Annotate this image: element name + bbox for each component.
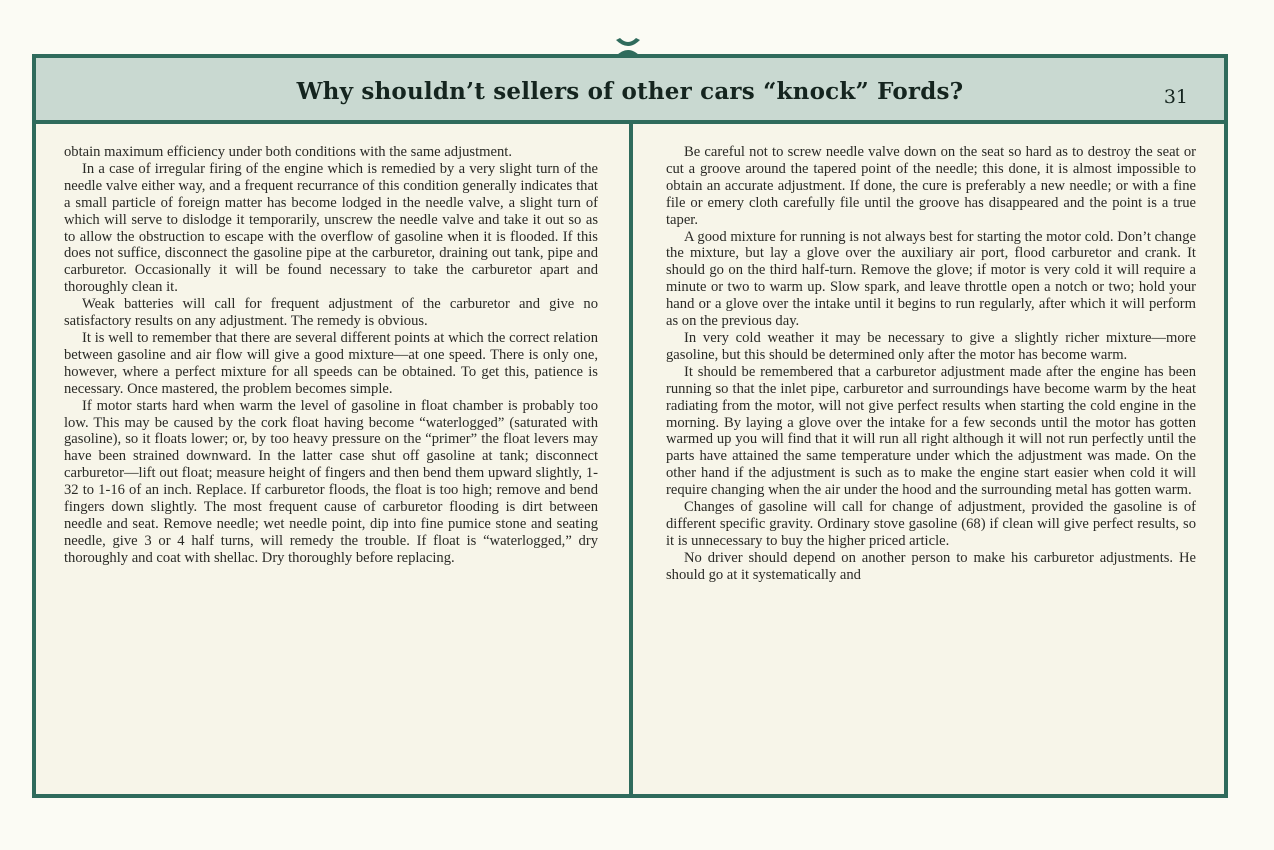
page-number: 31 [1163, 86, 1188, 108]
page-title: Why shouldn’t sellers of other cars “knock” Fords? [296, 78, 964, 105]
paragraph: Changes of gasoline will call for change of adjustment, provided the gasoline is of different specific gravity. Ordinary stove gasoline (68) if clean will give perfect results, so it is unnecessary to buy the higher priced article. [666, 499, 1196, 549]
right-column [666, 144, 1196, 584]
paragraph: In a case of irregular firing of the engine which is remedied by a very slight turn of the needle valve either way, and a frequent recurrance of this condition generally indicates that a small particle of foreign matter has become lodged in the needle valve, a slight turn of which will serve to dislodge it temporarily, unscrew the needle valve and take it out so as to allow the obstruction to escape with the overflow of gasoline when it is flooded. If this does not suffice, disconnect the gasoline pipe at the carburetor, draining out tank, pipe and carburetor. Occasionally it will be found necessary to take the carburetor apart and thoroughly clean it. [64, 160, 598, 296]
paragraph: A good mixture for running is not always best for starting the motor cold. Don’t change the mixture, but lay a glove over the auxiliary air port, flood carburetor and crank. It should go on the third half-turn. Remove the glove; if motor is very cold it will require a minute or two to warm up. Slow spark, and leave throttle open a notch or two; hold your hand or a glove over the intake until it begins to run regularly, after which it will perform as on the previous day. [666, 228, 1196, 330]
paragraph: obtain maximum efficiency under both conditions with the same adjustment. [64, 144, 512, 160]
column-divider [629, 124, 633, 794]
page-header [36, 58, 1224, 124]
paragraph: It is well to remember that there are several different points at which the correct relation between gasoline and air flow will give a good mixture—at one speed. There is only one, however, where a perfect mixture for all speeds can be obtained. To get this, patience is necessary. Once mastered, the problem becomes simple. [64, 329, 598, 397]
paragraph: No driver should depend on another person to make his carburetor adjustments. He should go at it systematically and [666, 549, 1196, 583]
paragraph: Weak batteries will call for frequent adjustment of the carburetor and give no satisfactory results on any adjustment. The remedy is obvious. [64, 296, 598, 330]
paragraph: It should be remembered that a carburetor adjustment made after the engine has been running so that the inlet pipe, carburetor and surroundings have become warm by the heat radiating from the motor, will not give perfect results when starting the cold engine in the morning. By laying a glove over the intake for a few seconds until the motor has gotten warmed up you will find that it will run all right although it will not run perfectly until the parts have attained the same temperature under which the adjustment was made. On the other hand if the adjustment is such as to make the engine start easier when cold it will require changing when the air under the hood and the surrounding metal has gotten warm. [666, 363, 1196, 499]
left-column [64, 144, 598, 567]
paragraph: In very cold weather it may be necessary to give a slightly richer mixture—more gasoline, but this should be determined only after the motor has become warm. [666, 329, 1196, 363]
paragraph: If motor starts hard when warm the level of gasoline in float chamber is probably too low. This may be caused by the cork float having become “waterlogged” (saturated with gasoline), so it floats lower; or, by too heavy pressure on the “primer” the float levers may have been strained downward. In the latter case shut off gasoline at tank; disconnect carburetor—lift out float; measure height of fingers and then bend them upward slightly, 1-32 to 1-16 of an inch. Replace. If carburetor floods, the float is too high; remove and bend fingers down slightly. The most frequent cause of carburetor flooding is dirt between needle and seat. Remove needle; wet needle point, dip into fine pumice stone and seating needle, give 3 or 4 half turns, will remedy the trouble. If float is “waterlogged,” dry thoroughly and coat with shellac. Dry thoroughly before replacing. [64, 397, 598, 566]
paragraph: Be careful not to screw needle valve down on the seat so hard as to destroy the seat or cut a groove around the tapered point of the needle; this done, it is almost impossible to obtain an accurate adjustment. If done, the cure is preferably a new needle; or with a fine file or emery cloth carefully file until the groove has disappeared and the point is a true taper. [666, 144, 1196, 228]
page-frame [32, 54, 1228, 798]
